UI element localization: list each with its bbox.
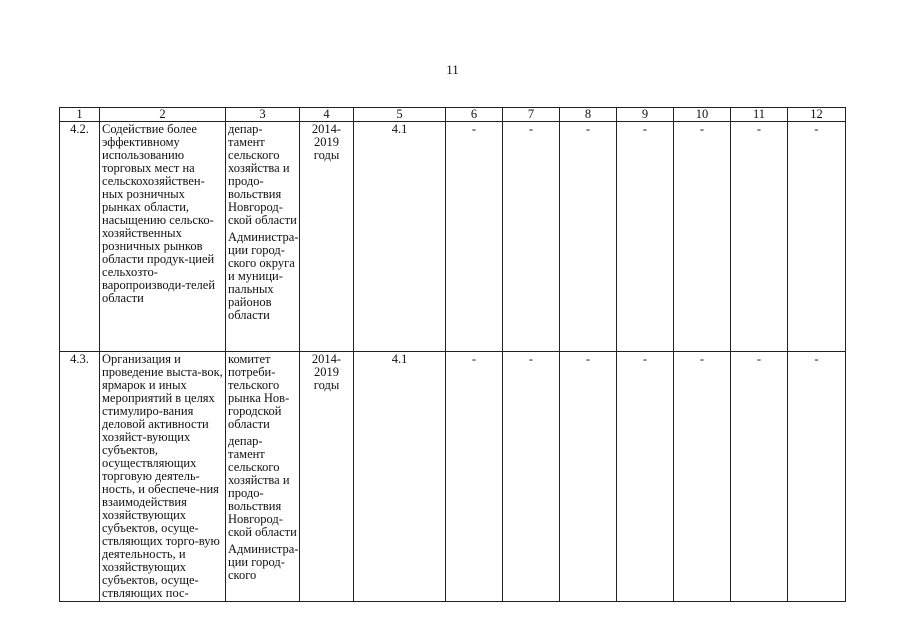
column-header-12: 12 xyxy=(788,108,846,122)
table-row xyxy=(60,352,846,602)
responsible-item: комитет потреби-тельского рынка Нов-городской области xyxy=(228,352,290,431)
column-header-10: 10 xyxy=(674,108,731,122)
responsible-executors xyxy=(226,122,300,352)
column-header-6: 6 xyxy=(446,108,503,122)
value-cell: - xyxy=(788,122,846,352)
responsible-item: Администра-ции город-ского округа и муници-пальных районов области xyxy=(228,230,299,322)
column-header-11: 11 xyxy=(731,108,788,122)
value-cell: - xyxy=(560,352,617,602)
column-header-8: 8 xyxy=(560,108,617,122)
value-cell: - xyxy=(674,122,731,352)
responsible-executors xyxy=(226,352,300,602)
value-cell: - xyxy=(674,352,731,602)
value-cell: - xyxy=(503,122,560,352)
value-cell: - xyxy=(788,352,846,602)
period-cell: 2014-2019 годы xyxy=(300,122,354,352)
column-header-2: 2 xyxy=(100,108,226,122)
responsible-item: Администра-ции город-ского xyxy=(228,542,299,582)
activity-name: Организация и проведение выста-вок, ярмарок и иных мероприятий в целях стимулиро-вания деловой активности хозяйст-вующих субъектов, осуществляющих торговую деятель-ность, и обеспече-ния взаимодействия хозяйствующих субъектов, осуще-ствляющих торго-вую деятельность, и хозяйствующих субъектов, осуще-ствляющих пос- xyxy=(100,352,226,602)
program-table xyxy=(59,107,846,602)
responsible-item: депар-тамент сельского хозяйства и продо-вольствия Новгород-ской области xyxy=(228,122,297,227)
value-cell: - xyxy=(446,122,503,352)
period-cell: 2014-2019 годы xyxy=(300,352,354,602)
target-cell: 4.1 xyxy=(354,122,446,352)
value-cell: - xyxy=(731,122,788,352)
column-header-9: 9 xyxy=(617,108,674,122)
value-cell: - xyxy=(731,352,788,602)
column-header-3: 3 xyxy=(226,108,300,122)
column-header-4: 4 xyxy=(300,108,354,122)
activity-name: Содействие более эффективному использованию торговых мест на сельскохозяйствен-ных розничных рынках области, насыщению сельско-хозяйственных розничных рынков области продук-цией сельхозто-варопроизводи-телей области xyxy=(100,122,226,352)
column-header-5: 5 xyxy=(354,108,446,122)
column-header-7: 7 xyxy=(503,108,560,122)
row-number: 4.3. xyxy=(60,352,100,602)
column-header-1: 1 xyxy=(60,108,100,122)
value-cell: - xyxy=(503,352,560,602)
row-number: 4.2. xyxy=(60,122,100,352)
value-cell: - xyxy=(446,352,503,602)
value-cell: - xyxy=(617,352,674,602)
responsible-item: депар-тамент сельского хозяйства и продо-вольствия Новгород-ской области xyxy=(228,434,297,539)
page-number: 11 xyxy=(446,62,459,77)
header-row xyxy=(60,108,846,122)
target-cell: 4.1 xyxy=(354,352,446,602)
table-row xyxy=(60,122,846,352)
value-cell: - xyxy=(617,122,674,352)
value-cell: - xyxy=(560,122,617,352)
